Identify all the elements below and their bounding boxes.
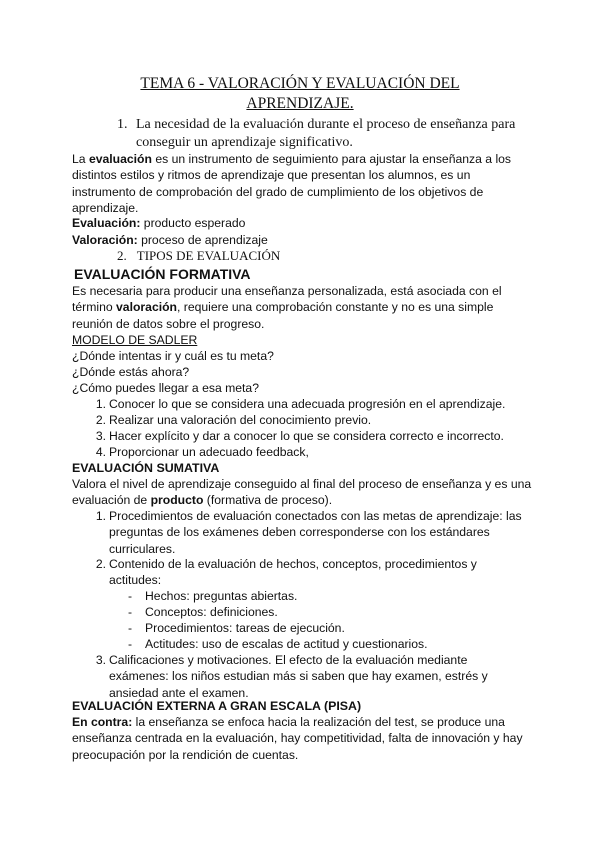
item-number: 3. [95, 653, 106, 667]
evaluacion-text: producto esperado [140, 216, 246, 230]
dash-marker: - [128, 605, 133, 619]
subitem-text: Procedimientos: tareas de ejecución. [145, 621, 345, 635]
pisa-heading: EVALUACIÓN EXTERNA A GRAN ESCALA (PISA) [72, 699, 362, 713]
formativa-bold: valoración [116, 300, 177, 315]
sumativa-subitem [128, 636, 428, 652]
intro-bold: evaluación [88, 152, 152, 166]
step-text: Hacer explícito y dar a conocer lo que se considera correcto e incorrecto. [109, 429, 504, 443]
item-text: Procedimientos de evaluación conectados con las metas de aprendizaje: las preguntas de los exámenes deben corresponderse con los estándares curriculares. [109, 509, 522, 556]
step-number: 4. [95, 445, 106, 459]
sadler-step [90, 444, 530, 460]
step-text: Proporcionar un adecuado feedback, [109, 445, 309, 459]
sadler-step [90, 412, 530, 428]
sadler-question: ¿Dónde intentas ir y cuál es tu meta? [72, 349, 274, 363]
sumativa-item [90, 652, 530, 701]
item-text: Contenido de la evaluación de hechos, conceptos, procedimientos y actitudes: [109, 557, 477, 588]
sumativa-item [90, 508, 530, 557]
intro-paragraph [72, 151, 532, 217]
sadler-question: ¿Dónde estás ahora? [72, 365, 190, 379]
sadler-step [90, 396, 530, 412]
subitem-text: Hechos: preguntas abiertas. [145, 589, 298, 603]
subitem-text: Conceptos: definiciones. [145, 605, 278, 619]
section-2-text: TIPOS DE EVALUACIÓN [136, 248, 281, 263]
sadler-step [90, 428, 530, 444]
formativa-paragraph [72, 283, 532, 332]
formativa-heading: EVALUACIÓN FORMATIVA [74, 266, 251, 282]
formativa-pre: Es necesaria para producir una enseñanza personalizada, está asociada con el término [72, 284, 502, 315]
title-line-1: TEMA 6 - VALORACIÓN Y EVALUACIÓN DEL [140, 75, 460, 92]
item-text: Calificaciones y motivaciones. El efecto de la evaluación mediante exámenes: los niños estudian más si saben que hay examen, estrés y ansiedad ante el examen. [109, 653, 488, 700]
section-2-heading [117, 248, 280, 264]
sumativa-heading: EVALUACIÓN SUMATIVA [72, 461, 220, 475]
pisa-paragraph [72, 714, 532, 763]
page-title [60, 74, 540, 114]
item-number: 1. [95, 509, 106, 523]
definition-valoracion [72, 232, 268, 248]
step-number: 1. [95, 397, 106, 411]
sumativa-pre: Valora el nivel de aprendizaje conseguido al final del proceso de enseñanza y es una evaluación de [72, 477, 532, 508]
step-number: 2. [95, 413, 106, 427]
pisa-text: la enseñanza se enfoca hacia la realización del test, se produce una enseñanza centrada en la evaluación, hay competitividad, falta de innovación y hay preocupación por la rendición de cuentas. [72, 715, 523, 762]
dash-marker: - [128, 621, 133, 635]
sumativa-post: (formativa de proceso). [203, 493, 333, 508]
sumativa-bold: producto [150, 493, 204, 508]
section-1-number: 1. [117, 117, 128, 132]
step-text: Realizar una valoración del conocimiento previo. [109, 413, 372, 427]
sumativa-paragraph [72, 476, 532, 509]
section-1-text: La necesidad de la evaluación durante el proceso de enseñanza para conseguir un aprendizaje significativo. [136, 117, 516, 150]
section-2-number: 2. [117, 248, 127, 263]
formativa-post: , requiere una comprobación constante y no es una simple reunión de datos sobre el progreso. [72, 300, 494, 331]
sumativa-item [90, 556, 530, 589]
sumativa-subitem [128, 604, 278, 620]
title-line-2: APRENDIZAJE. [246, 95, 354, 112]
sumativa-subitem [128, 588, 297, 604]
item-number: 2. [95, 557, 106, 571]
intro-pre: La [72, 152, 89, 166]
valoracion-label: Valoración: [72, 233, 138, 247]
sumativa-subitem [128, 620, 345, 636]
sadler-model-title: MODELO DE SADLER [72, 333, 198, 347]
dash-marker: - [128, 589, 133, 603]
pisa-bold: En contra: [72, 715, 133, 729]
valoracion-text: proceso de aprendizaje [137, 233, 268, 247]
dash-marker: - [128, 637, 133, 651]
section-1-heading [117, 116, 537, 152]
step-text: Conocer lo que se considera una adecuada progresión en el aprendizaje. [109, 397, 506, 411]
subitem-text: Actitudes: uso de escalas de actitud y cuestionarios. [145, 637, 428, 651]
step-number: 3. [95, 429, 106, 443]
sadler-question: ¿Cómo puedes llegar a esa meta? [72, 381, 259, 395]
definition-evaluacion [72, 215, 245, 231]
intro-post: es un instrumento de seguimiento para ajustar la enseñanza a los distintos estilos y ritmos de aprendizaje que presentan los alumnos, es un instrumento de comprobación del grado de cumplimiento de los objetivos de aprendizaje. [72, 152, 512, 216]
evaluacion-label: Evaluación: [72, 216, 141, 230]
